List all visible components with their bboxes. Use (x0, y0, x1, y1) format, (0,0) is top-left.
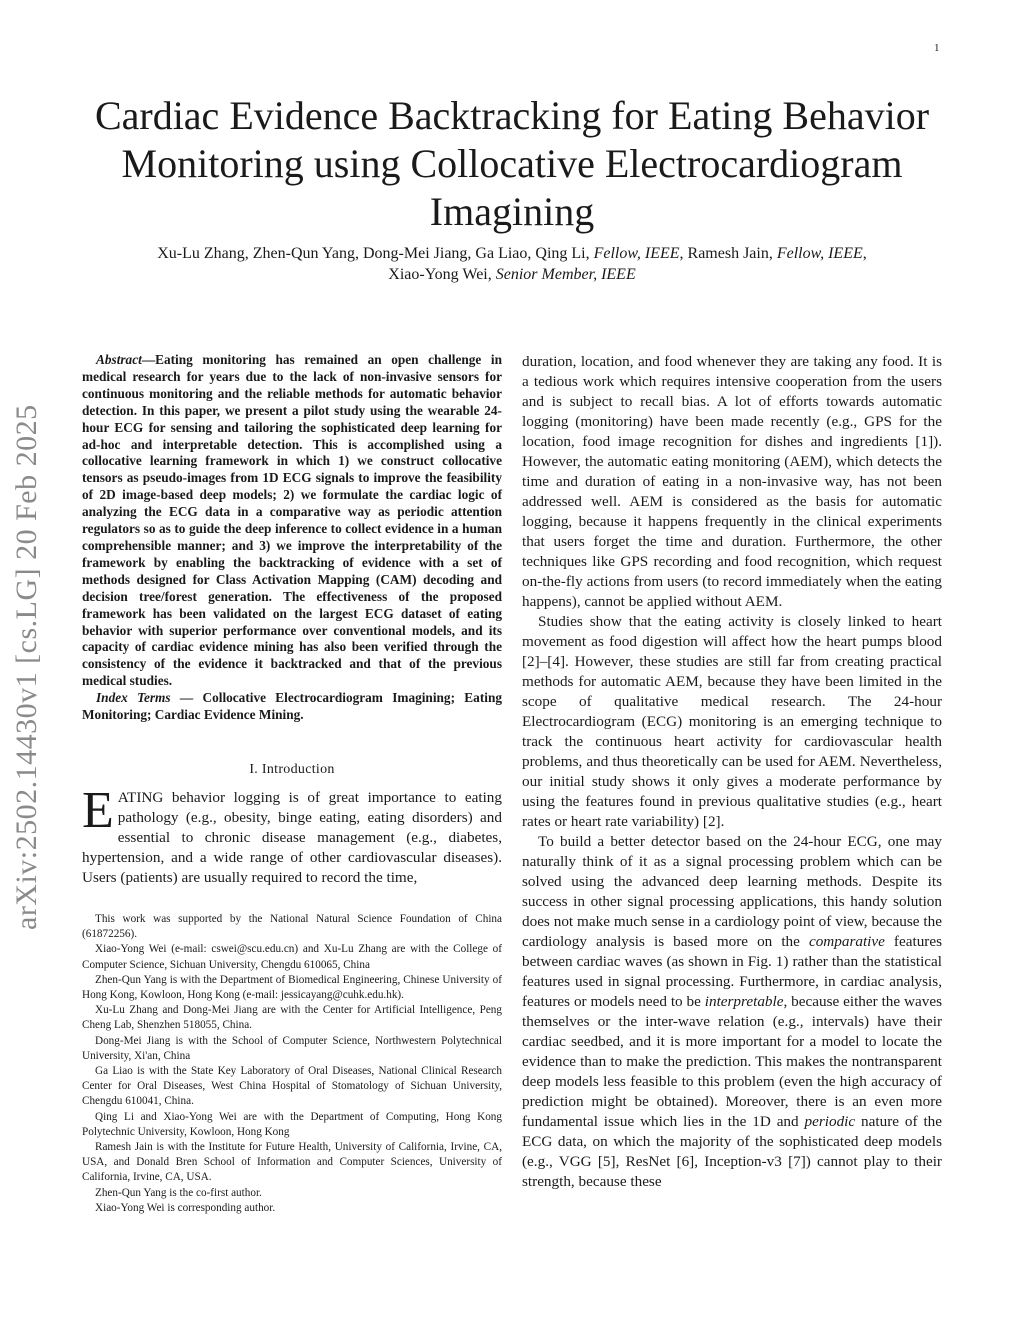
intro-first-word: ATING (117, 788, 164, 806)
footnote: Dong-Mei Jiang is with the School of Computer Science, Northwestern Polytechnical University, Xi'an, China (82, 1034, 502, 1062)
emphasis: comparative (808, 933, 885, 950)
right-column (522, 352, 942, 1192)
index-terms-text: — Collocative Electrocardiogram Imagining; Eating Monitoring; Cardiac Evidence Mining. (82, 690, 502, 723)
intro-paragraph (82, 781, 502, 888)
emphasis: interpretable (704, 993, 784, 1010)
author-role: Fellow, IEEE (593, 245, 680, 262)
drop-cap: E (82, 781, 114, 839)
index-terms-label: Index Terms (96, 690, 171, 706)
arxiv-identifier-stamp: arXiv:2502.14430v1 [cs.LG] 20 Feb 2025 (10, 404, 43, 930)
page-number: 1 (934, 42, 940, 54)
index-terms (82, 690, 502, 724)
author-role: Senior Member, IEEE (495, 266, 636, 283)
footnote: Ga Liao is with the State Key Laboratory of Oral Diseases, National Clinical Research Center for Oral Diseases, West China Hospital of Stomatology of Sichuan University, Chengdu 610041, China. (82, 1064, 502, 1108)
footnote: Qing Li and Xiao-Yong Wei are with the Department of Computing, Hong Kong Polytechnic University, Kowloon, Hong Kong (82, 1110, 502, 1138)
body-paragraph: Studies show that the eating activity is closely linked to heart movement as food digestion will affect how the heart pumps blood [2]–[4]. However, these studies are still far from creating practical methods for automatic AEM, because they have been limited in the scope of qualitative medical research. The 24-hour Electrocardiogram (ECG) monitoring is an emerging technique to track the continuous heart activity for cardiovascular health problems, and thus theoretically can be used for AEM. Nevertheless, our initial study shows it only gives a moderate performance by using the features found in previous qualitative studies (e.g., heart rates or heart rate variability) [2]. (522, 613, 942, 830)
body-paragraph (522, 832, 942, 1192)
author-names: Xiao-Yong Wei, (388, 266, 496, 283)
footnote: Zhen-Qun Yang is the co-first author. (95, 1186, 262, 1199)
footnote: Xu-Lu Zhang and Dong-Mei Jiang are with the Center for Artificial Intelligence, Peng Cheng Lab, Shenzhen 518055, China. (82, 1004, 502, 1032)
body-text: features between cardiac waves (as shown in Fig. 1) rather than the statistical features used in signal processing. Furthermore, in cardiac analysis, features or models need to be (522, 933, 942, 1010)
abstract (82, 352, 502, 690)
intro-text: behavior logging is of great importance to eating pathology (e.g., obesity, binge eating, eating disorders) and essential to chronic disease management (e.g., diabetes, hypertension, and a wide range of other cardiovascular diseases). Users (patients) are usually required to record the time, (82, 788, 502, 886)
author-names: Xu-Lu Zhang, Zhen-Qun Yang, Dong-Mei Jiang, Ga Liao, Qing Li, (157, 245, 594, 262)
emphasis: periodic (804, 1113, 856, 1130)
footnote: Xiao-Yong Wei is corresponding author. (95, 1201, 276, 1214)
section-heading-introduction: I. Introduction (249, 761, 335, 777)
author-names: , (862, 245, 867, 262)
author-names: , Ramesh Jain, (679, 245, 777, 262)
footnotes (82, 912, 502, 1216)
author-list (70, 243, 954, 285)
body-text: To build a better detector based on the 24-hour ECG, one may naturally think of it as a signal processing problem which can be solved using the advanced deep learning methods. Despite its success in other signal processing applications, this handy solution does not make much sense in a cardiology point of view, because the cardiology analysis is based more on the (522, 833, 942, 950)
body-text: , because either the waves themselves or the inter-wave relation (e.g., intervals) have their cardiac seedbed, and it is more important for a model to locate the evidence than to make the prediction. This makes the nontransparent deep models less feasible to this problem (even the high accuracy of prediction might be obtained). Moreover, there is an even more fundamental issue which lies in the 1D and (522, 993, 942, 1130)
footnote: Ramesh Jain is with the Institute for Future Health, University of California, Irvine, CA, USA, and Donald Bren School of Information and Computer Sciences, University of California, Irvine, CA, USA. (82, 1140, 502, 1184)
footnote: Xiao-Yong Wei (e-mail: cswei@scu.edu.cn) and Xu-Lu Zhang are with the College of Computer Science, Sichuan University, Chengdu 610065, China (82, 943, 502, 971)
body-paragraph: duration, location, and food whenever they are taking any food. It is a tedious work which requires intensive cooperation from the users and is subject to recall bias. A lot of efforts towards automatic logging (monitoring) have been made recently (e.g., GPS for the location, food image recognition for dishes and ingredients [1]). However, the automatic eating monitoring (AEM), which detects the time and duration of eating in a non-invasive way, has not been addressed well. AEM is considered as the basis for automatic logging, because it happens frequently in the clinical experiments that users forget the time and duration. Furthermore, the other techniques like GPS recording and food recognition, which request on-the-fly actions from users (to record immediately when the eating happens), cannot be applied without AEM. (522, 353, 942, 610)
left-column (82, 352, 502, 1216)
footnote: This work was supported by the National Natural Science Foundation of China (61872256). (82, 912, 502, 941)
abstract-text: —Eating monitoring has remained an open challenge in medical research for years due to the lack of non-invasive sensors for continuous monitoring and the reliable methods for automatic behavior detection. In this paper, we present a pilot study using the wearable 24-hour ECG for sensing and tailoring the sophisticated deep learning for ad-hoc and interpretable detection. This is accomplished using a collocative learning framework in which 1) we construct collocative tensors as pseudo-images from 1D ECG signals to improve the feasibility of 2D image-based deep models; 2) we formulate the cardiac logic of analyzing the ECG data in a comparative way as periodic attention regulators so as to guide the deep inference to collect evidence in a human comprehensible manner; and 3) we improve the interpretability of the framework by enabling the backtracking of evidence with a set of methods designed for Class Activation Mapping (CAM) decoding and decision tree/forest generation. The effectiveness of the proposed framework has been validated on the largest ECG dataset of eating behavior with superior performance over conventional models, and its capacity of cardiac evidence mining has also been verified through the consistency of the evidence it backtracked and that of the previous medical studies. (82, 352, 502, 689)
footnote: Zhen-Qun Yang is with the Department of Biomedical Engineering, Chinese University of Hong Kong, Kowloon, Hong Kong (e-mail: jessicayang@cuhk.edu.hk). (82, 973, 502, 1001)
body-text: nature of the ECG data, on which the majority of the sophisticated deep models (e.g., VGG [5], ResNet [6], Inception-v3 [7]) cannot play to their strength, because these (522, 1113, 942, 1190)
author-role: Fellow, IEEE (776, 245, 863, 262)
paper-title: Cardiac Evidence Backtracking for Eating Behavior Monitoring using Collocative Electrocardiogram Imagining (94, 93, 930, 234)
abstract-label: Abstract (96, 352, 142, 367)
